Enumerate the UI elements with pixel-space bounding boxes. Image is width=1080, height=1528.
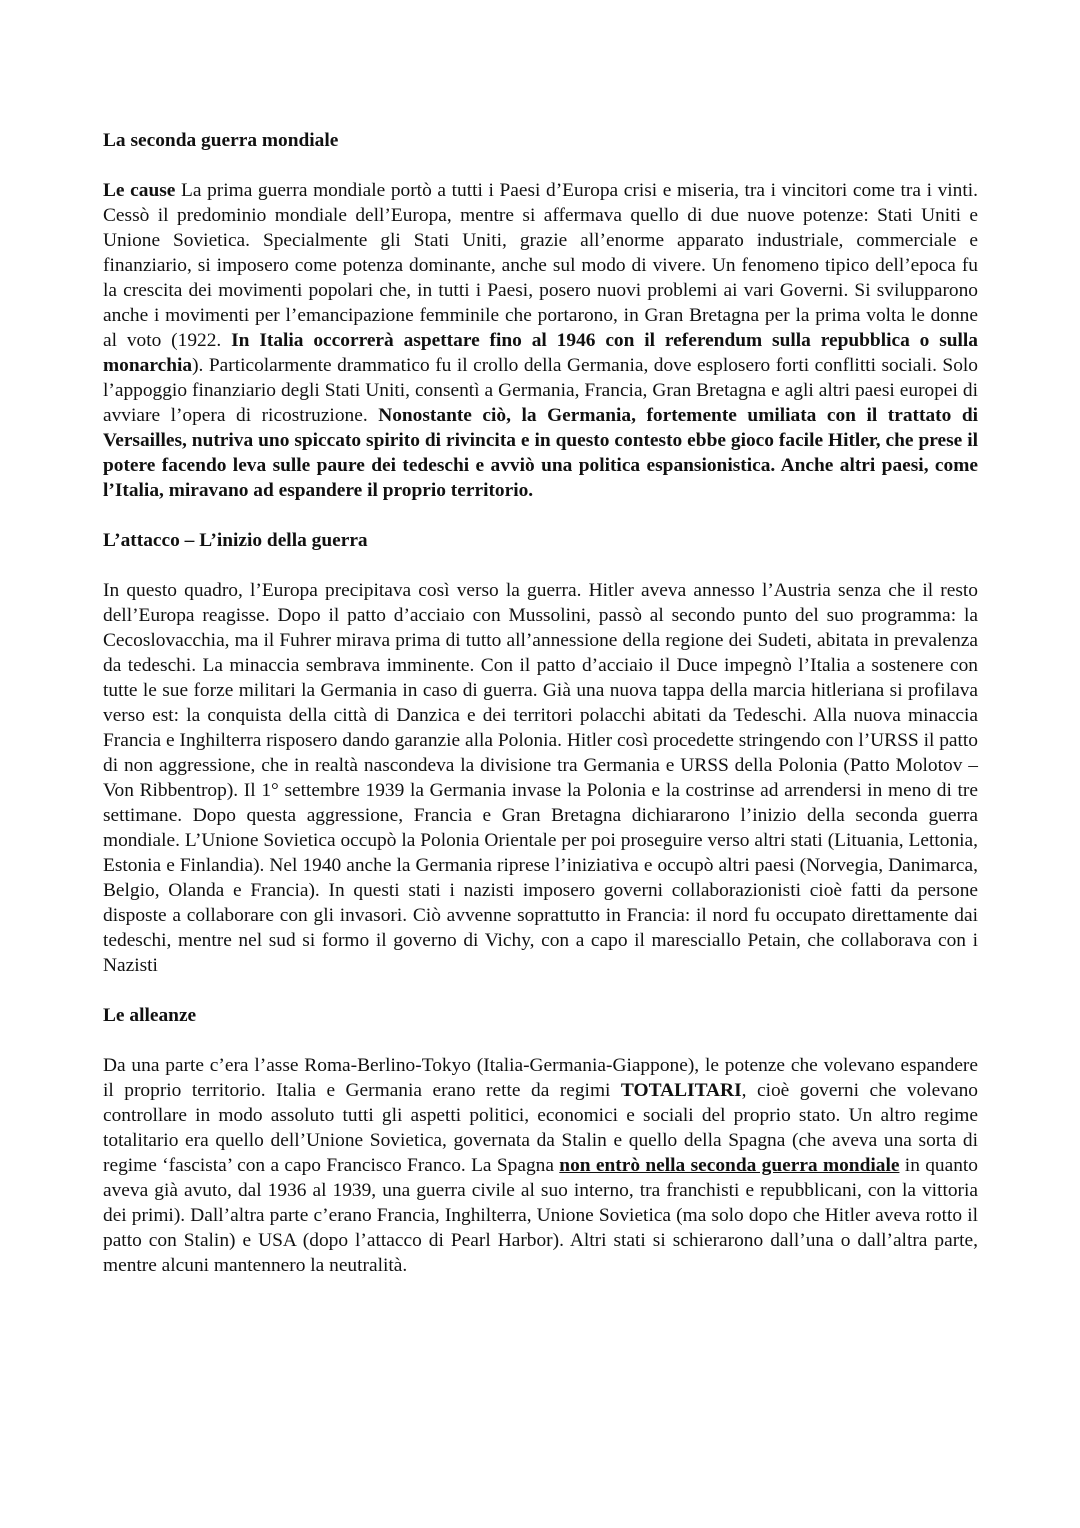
- heading-alleanze: Le alleanze: [103, 1005, 197, 1026]
- cause-bold-italia: In Italia occorrerà aspettare fino al 1946 con il referendum sulla repubblica o sulla monarchia: [103, 330, 978, 376]
- paragraph-attacco: In questo quadro, l’Europa precipitava così verso la guerra. Hitler aveva annesso l’Austria senza che il resto dell’Europa reagisse. Dopo il patto d’acciaio con Mussolini, passò al secondo punto del suo programma: la Cecoslovacchia, ma il Fuhrer mirava prima di tutto all’annessione della regione dei Sudeti, abitata in prevalenza da tedeschi. La minaccia sembrava imminente. Con il patto d’acciaio il Duce impegnò l’Italia a sostenere con tutte le sue forze militari la Germania in caso di guerra. Già una nuova tappa della marcia hitleriana si profilava verso est: la conquista della città di Danzica e dei territori polacchi abitati da Tedeschi. Alla nuova minaccia Francia e Inghilterra risposero dando garanzie alla Polonia. Hitler così procedette stringendo con l’URSS il patto di non aggressione, che in realtà nascondeva la divisione tra Germania e URSS della Polonia (Patto Molotov – Von Ribbentrop). Il 1° settembre 1939 la Germania invase la Polonia e la costrinse ad arrendersi in meno di tre settimane. Dopo questa aggressione, Francia e Gran Bretagna dichiararono l’inizio della seconda guerra mondiale. L’Unione Sovietica occupò la Polonia Orientale per poi proseguire verso altri stati (Lituania, Lettonia, Estonia e Finlandia). Nel 1940 anche la Germania riprese l’iniziativa e occupò altri paesi (Norvegia, Danimarca, Belgio, Olanda e Francia). In questi stati i nazisti imposero governi collaborazionisti cioè fatti da persone disposte a collaborare con gli invasori. Ciò avvenne soprattutto in Francia: il nord fu occupato direttamente dai tedeschi, mentre nel sud si formo il governo di Vichy, con a capo il maresciallo Petain, che collaborava con i Nazisti: [103, 580, 978, 976]
- spacer: [103, 1028, 978, 1053]
- paragraph-cause: [103, 178, 978, 503]
- document-page: [103, 128, 978, 1278]
- alleanze-bold-totalitari: TOTALITARI: [620, 1080, 742, 1101]
- paragraph-alleanze: [103, 1053, 978, 1278]
- alleanze-text-1: Da una parte c’era l’asse Roma-Berlino-Tokyo (Italia-Germania-Giappone), le potenze che volevano espandere il proprio territorio. Italia e Germania erano rette da regimi: [103, 1055, 978, 1101]
- cause-text-1: La prima guerra mondiale portò a tutti i Paesi d’Europa crisi e miseria, tra i vincitori come tra i vinti. Cessò il predominio mondiale dell’Europa, mentre si affermava quello di due nuove potenze: Stati Uniti e Unione Sovietica. Specialmente gli Stati Uniti, grazie all’enorme apparato industriale, commerciale e finanziario, si imposero come potenza dominante, anche sul modo di vivere. Un fenomeno tipico dell’epoca fu la crescita dei movimenti popolari che, in tutti i Paesi, posero nuovi problemi ai vari Governi. Si svilupparono anche i movimenti per l’emancipazione femminile che portarono, in Gran Bretagna per la prima volta le donne al voto (1922.: [103, 180, 978, 351]
- cause-text-2: ). Particolarmente drammatico fu il crollo della Germania, dove esplosero forti conflitti sociali. Solo l’appoggio finanziario degli Stati Uniti, consentì a Germania, Francia, Gran Bretagna e agli altri paesi europei di avviare l’opera di ricostruzione.: [103, 355, 978, 426]
- alleanze-underline-spagna: non entrò nella seconda guerra mondiale: [559, 1155, 900, 1176]
- alleanze-text-3: in quanto aveva già avuto, dal 1936 al 1939, una guerra civile al suo interno, tra franchisti e repubblicani, con la vittoria dei primi). Dall’altra parte c’erano Francia, Inghilterra, Unione Sovietica (ma solo dopo che Hitler aveva rotto il patto con Stalin) e USA (dopo l’attacco di Pearl Harbor). Altri stati si schierarono dall’una o dall’altra parte, mentre alcuni mantennero la neutralità.: [103, 1155, 978, 1276]
- spacer: [103, 978, 978, 1003]
- spacer: [103, 553, 978, 578]
- spacer: [103, 503, 978, 528]
- alleanze-text-2: , cioè governi che volevano controllare in modo assoluto tutti gli aspetti politici, economici e sociali del proprio stato. Un altro regime totalitario era quello dell’Unione Sovietica, governata da Stalin e quello della Spagna (che aveva una sorta di regime ‘fascista’ con a capo Francisco Franco. La Spagna: [103, 1080, 978, 1176]
- spacer: [103, 153, 978, 178]
- section-label-cause: Le cause: [103, 180, 176, 201]
- cause-bold-germania: Nonostante ciò, la Germania, fortemente umiliata con il trattato di Versailles, nutriva uno spiccato spirito di rivincita e in questo contesto ebbe gioco facile Hitler, che prese il potere facendo leva sulle paure dei tedeschi e avviò una politica espansionistica. Anche altri paesi, come l’Italia, miravano ad espandere il proprio territorio.: [103, 405, 978, 501]
- document-title: La seconda guerra mondiale: [103, 130, 339, 151]
- heading-attacco: L’attacco – L’inizio della guerra: [103, 530, 368, 551]
